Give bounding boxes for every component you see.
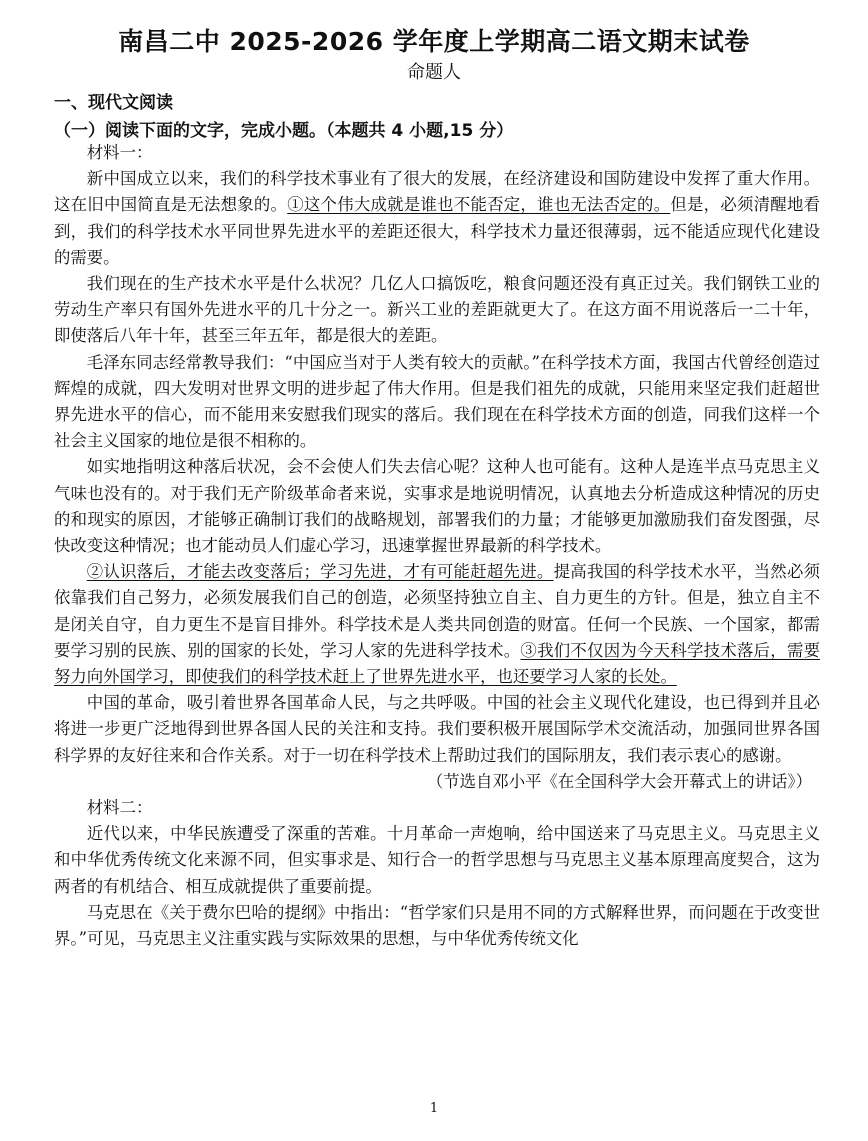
material1-paragraph-3: 毛泽东同志经常教导我们：“中国应当对于人类有较大的贡献。”在科学技术方面，我国古代曾经创造过辉煌的成就，四大发明对世界文明的进步起了伟大作用。但是我们祖先的成就，只能用来坚定我们赶超世界先进水平的信心，而不能用来安慰我们现实的落后。我们现在在科学技术方面的创造，同我们这样一个社会主义国家的地位是很不相称的。 <box>54 352 820 451</box>
underlined-sentence-2: ②认识落后，才能去改变落后；学习先进，才有可能赶超先进。 <box>86 562 554 582</box>
text-span: 但是，必须清醒地看到，我们的科学技术水平同世界先进水平的差距还很大，科学技术力量还很薄弱，远不能适应现代化建设的需要。 <box>54 195 821 267</box>
material1-paragraph-4: 如实地指明这种落后状况，会不会使人们失去信心呢？这种人也可能有。这种人是连半点马克思主义气味也没有的。对于我们无产阶级革命者来说，实事求是地说明情况，认真地去分析造成这种情况的历史的和现实的原因，才能够正确制订我们的战略规划，部署我们的力量；才能够更加激励我们奋发图强，尽快改变这种情况；也才能动员人们虚心学习，迅速掌握世界最新的科学技术。 <box>54 457 820 556</box>
material1-source: （节选自邓小平《在全国科学大会开幕式上的讲话》） <box>426 771 812 791</box>
section-heading: 一、现代文阅读 <box>54 93 173 113</box>
reading-passage <box>54 140 820 952</box>
material1-paragraph-1 <box>54 166 820 271</box>
material1-paragraph-5 <box>54 559 820 690</box>
page-number: 1 <box>429 1101 439 1116</box>
material1-label: 材料一： <box>86 143 153 162</box>
exam-setter: 命题人 <box>407 62 461 83</box>
text-span: 新中国成立以来，我们的科学技术事业有了很大的发展，在经济建设和国防建设中发挥了重大作用。这在旧中国简直是无法想象的。 <box>54 169 820 215</box>
section-subheading: （一）阅读下面的文字，完成小题。（本题共 4 小题,15 分） <box>54 121 514 141</box>
material1-paragraph-2: 我们现在的生产技术水平是什么状况？几亿人口搞饭吃，粮食问题还没有真正过关。我们钢铁工业的劳动生产率只有国外先进水平的几十分之一。新兴工业的差距就更大了。在这方面不用说落后一二十年，即使落后八年十年，甚至三年五年，都是很大的差距。 <box>54 274 820 346</box>
underlined-sentence-1: ①这个伟大成就是谁也不能否定，谁也无法否定的。 <box>287 195 671 215</box>
material1-paragraph-6: 中国的革命，吸引着世界各国革命人民，与之共呼吸。中国的社会主义现代化建设，也已得到并且必将进一步更广泛地得到世界各国人民的关注和支持。我们要积极开展国际学术交流活动，加强同世界各国科学界的友好往来和合作关系。对于一切在科学技术上帮助过我们的国际朋友，我们表示衷心的感谢。 <box>54 693 820 765</box>
underlined-sentence-3: ③我们不仅因为今天科学技术落后，需要努力向外国学习，即使我们的科学技术赶上了世界先进水平，也还要学习人家的长处。 <box>54 640 820 687</box>
material2-paragraph-2: 马克思在《关于费尔巴哈的提纲》中指出：“哲学家们只是用不同的方式解释世界，而问题在于改变世界。”可见，马克思主义注重实践与实际效果的思想，与中华优秀传统文化 <box>54 902 820 949</box>
text-span: 提高我国的科学技术水平，当然必须依靠我们自己努力，必须发展我们自己的创造，必须坚持独立自主、自力更生的方针。但是，独立自主不是闭关自守，自力更生不是盲目排外。科学技术是人类共同创造的财富。任何一个民族、一个国家，都需要学习别的民族、别的国家的长处，学习人家的先进科学技术。 <box>54 562 821 660</box>
material2-label: 材料二： <box>86 798 153 818</box>
material2-paragraph-1: 近代以来，中华民族遭受了深重的苦难。十月革命一声炮响，给中国送来了马克思主义。马克思主义和中华优秀传统文化来源不同，但实事求是、知行合一的哲学思想与马克思主义基本原理高度契合，这为两者的有机结合、相互成就提供了重要前提。 <box>54 824 820 896</box>
exam-title: 南昌二中 2025-2026 学年度上学期高二语文期末试卷 <box>118 27 750 56</box>
